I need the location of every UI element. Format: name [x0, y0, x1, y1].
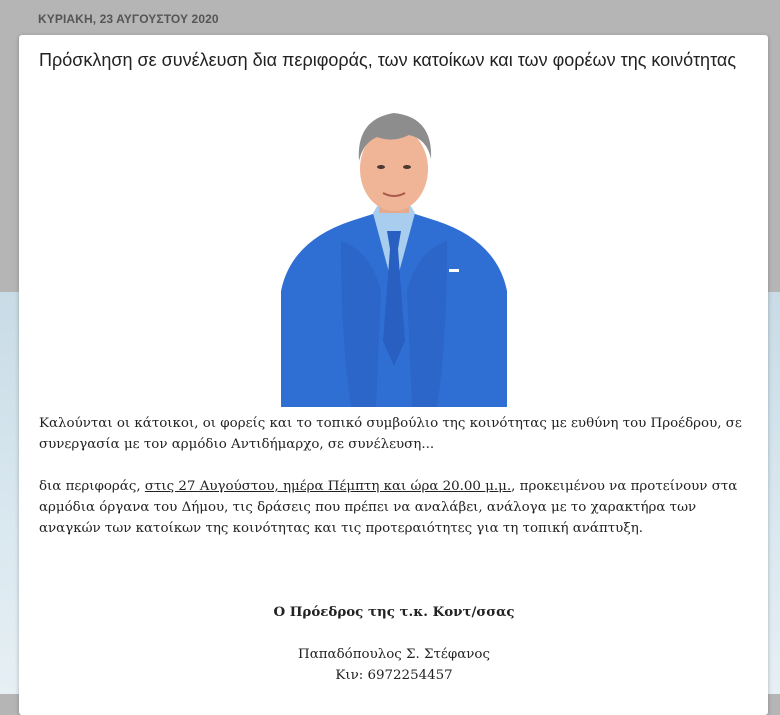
post-paragraph-1: Καλούνται οι κάτοικοι, οι φορείς και το τοπικό συμβούλιο της κοινότητας με ευθύνη του Προέδρου, σε συνεργασία με τον αρμόδιο Αντιδήμαρχο, σε συνέλευση... [39, 416, 742, 452]
post-paragraph-2 [39, 476, 744, 539]
meeting-date-text: στις 27 Αυγούστου, ημέρα Πέμπτη και ώρα 20.00 μ.μ. [144, 479, 512, 494]
date-header: ΚΥΡΙΑΚΗ, 23 ΑΥΓΟΥΣΤΟΥ 2020 [38, 12, 219, 26]
post-title[interactable]: Πρόσκληση σε συνέλευση δια περιφοράς, των κατοίκων και των φορέων της κοινότητας [39, 50, 736, 70]
signature-phone: Κιν: 6972254457 [335, 668, 453, 683]
signature-title: Ο Πρόεδρος της τ.κ. Κοντ/σσας [273, 604, 515, 620]
signature-name: Παπαδόπουλος Σ. Στέφανος [298, 647, 490, 662]
paragraph-2-end: , προκειμένου να προτείνουν στα αρμόδια όργανα του Δήμου, τις δράσεις που πρέπει να αναλάβει, ανάλογα με το χαρακτήρα των αναγκών των κατοίκων της κοινότητας και τις προτεραιότητες για τη τοπική ανάπτυξη. [39, 479, 738, 536]
portrait-illustration [281, 91, 507, 407]
paragraph-2-start: δια περιφοράς, [39, 479, 145, 494]
post-body [39, 413, 744, 686]
post-card [19, 35, 768, 715]
portrait-photo[interactable] [281, 91, 507, 407]
signature-block [39, 602, 749, 686]
